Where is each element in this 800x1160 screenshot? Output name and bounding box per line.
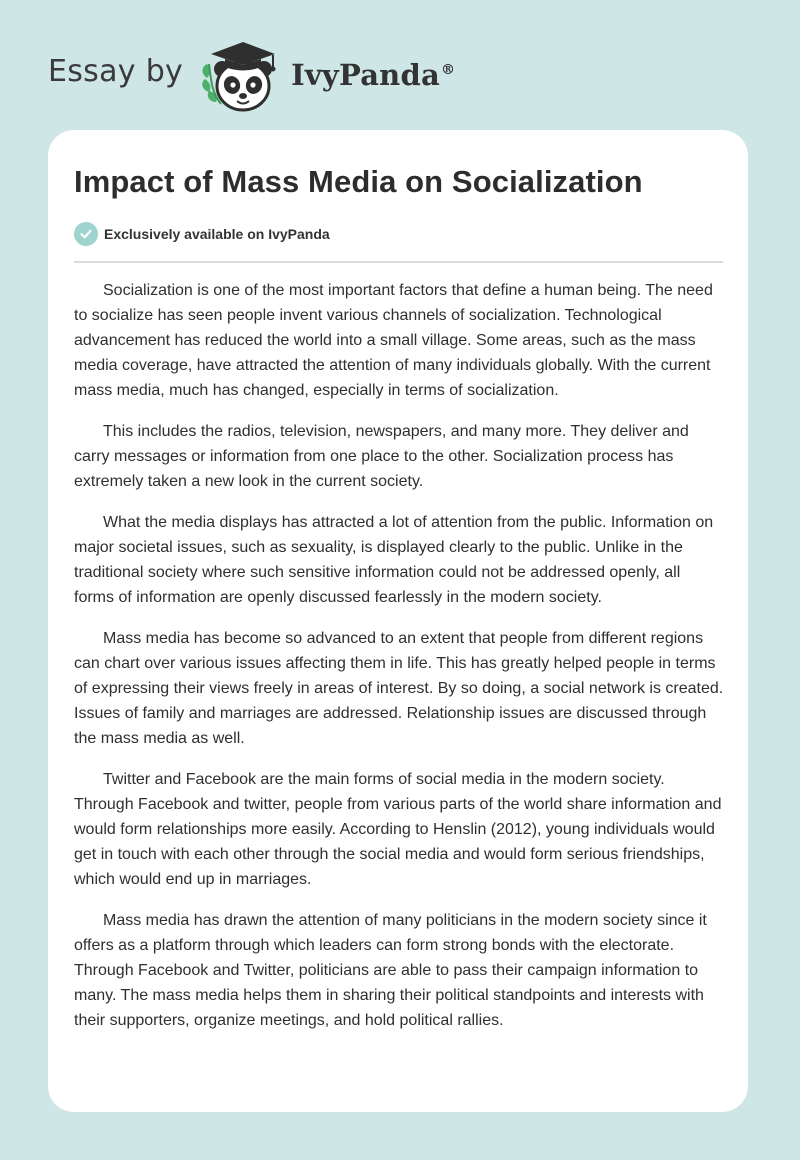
brand-name: IvyPanda® (291, 58, 456, 92)
panda-graduate-icon (197, 34, 287, 114)
paragraph: Twitter and Facebook are the main forms of social media in the modern society. Through Facebook and twitter, people from various parts of the world share information and would form relationships more easily. According to Henslin (2012), young individuals would get in touch with each other through the social media and would form serious friendships, which would end up in marriages. (74, 771, 722, 888)
ivypanda-logo[interactable] (197, 34, 455, 114)
check-circle-icon (74, 222, 98, 246)
essay-body (74, 278, 724, 1049)
essay-by-label: Essay by (48, 53, 184, 89)
site-header (48, 34, 455, 114)
paragraph: What the media displays has attracted a lot of attention from the public. Information on major societal issues, such as sexuality, is displayed clearly to the public. Unlike in the traditional society where such sensitive information could not be addressed openly, all forms of information are openly discussed fearlessly in the modern society. (74, 514, 714, 606)
page-title: Impact of Mass Media on Socialization (74, 164, 643, 199)
essay-card (48, 130, 748, 1112)
paragraph: Mass media has drawn the attention of many politicians in the modern society since it offers as a platform through which leaders can form strong bonds with the electorate. Through Facebook and Twitter, politicians are able to pass their campaign information to many. The mass media helps them in sharing their political standpoints and interests with their supporters, organize meetings, and hold political rallies. (74, 912, 707, 1029)
paragraph: Socialization is one of the most important factors that define a human being. The need to socialize has seen people invent various channels of socialization. Technological advancement has reduced the world into a small village. Some areas, such as the mass media coverage, have attracted the attention of many individuals globally. With the current mass media, much has changed, especially in terms of socialization. (74, 282, 713, 399)
title-divider (74, 261, 723, 263)
badge-label: Exclusively available on IvyPanda (104, 226, 330, 242)
paragraph: Mass media has become so advanced to an extent that people from different regions can chart over various issues affecting them in life. This has greatly helped people in terms of expressing their views freely in areas of interest. By so doing, a social network is created. Issues of family and marriages are addressed. Relationship issues are discussed through the mass media as well. (74, 630, 724, 747)
exclusive-badge (74, 222, 330, 246)
paragraph: This includes the radios, television, newspapers, and many more. They deliver and carry messages or information from one place to the other. Socialization process has extremely taken a new look in the current society. (74, 423, 689, 490)
